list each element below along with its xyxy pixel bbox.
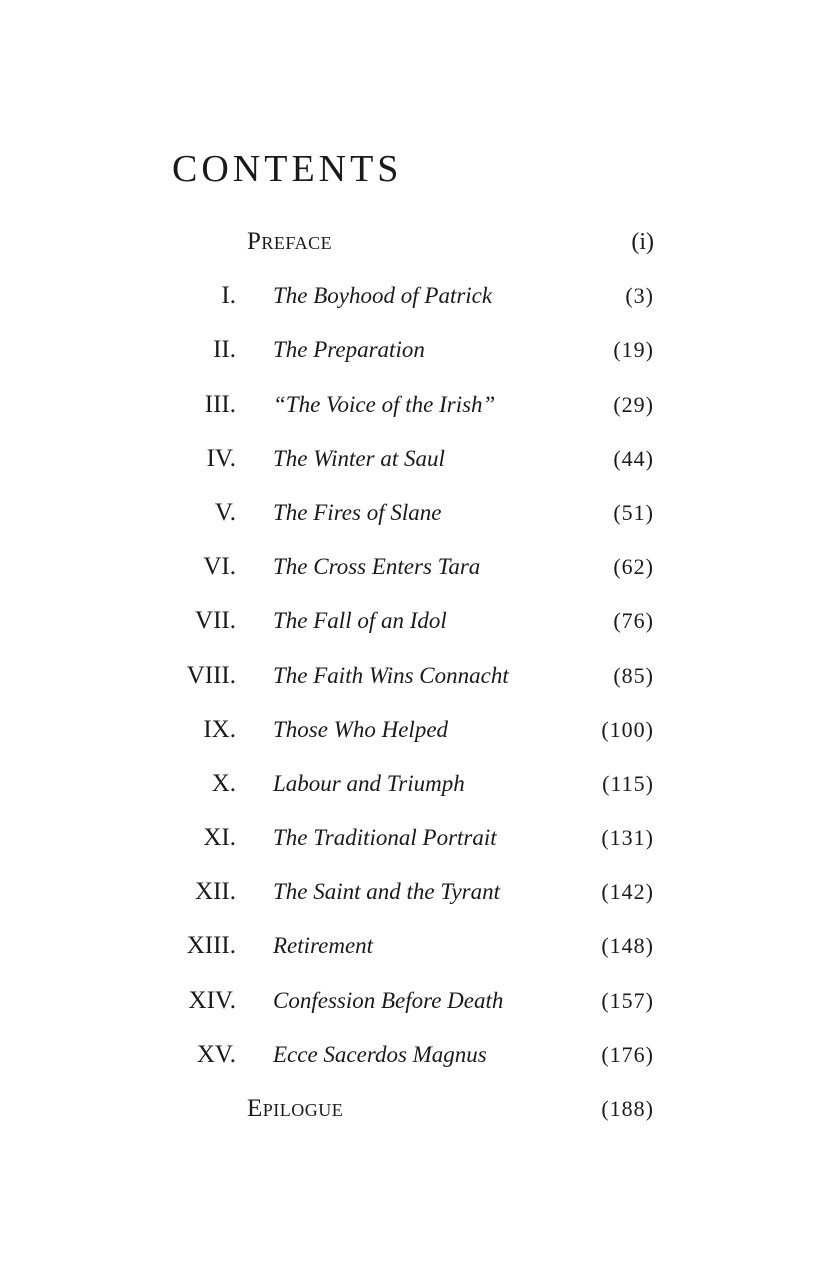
toc-entry-preface[interactable] [172,220,654,274]
chapter-title: Labour and Triumph [273,770,465,796]
toc-entry[interactable] [172,383,654,437]
toc-entry[interactable] [172,274,654,328]
chapter-title: The Preparation [273,337,425,363]
toc-entry[interactable] [172,708,654,762]
chapter-page: (131) [601,825,654,851]
chapter-numeral: XV. [196,1040,236,1068]
chapter-numeral: XI. [203,824,236,852]
chapter-page: (115) [602,770,654,796]
chapter-title: The Saint and the Tyrant [273,879,501,905]
toc-entry[interactable] [172,654,654,708]
toc-entry[interactable] [172,816,654,870]
chapter-page: (176) [601,1041,654,1067]
chapter-title: The Faith Wins Connacht [273,662,509,688]
toc-entry-title: Epilogue [247,1095,344,1122]
chapter-title: The Cross Enters Tara [273,554,481,580]
chapter-numeral: XIII. [186,932,236,960]
chapter-page: (142) [601,879,654,905]
toc-entry[interactable] [172,437,654,491]
chapter-numeral: I. [221,282,236,310]
toc-entry[interactable] [172,762,654,816]
chapter-numeral: IX. [203,715,236,743]
toc-entry[interactable] [172,328,654,382]
chapter-page: (148) [601,933,654,959]
chapter-title: The Winter at Saul [273,445,445,471]
chapter-numeral: VI. [203,553,236,581]
chapter-numeral: IV. [206,444,236,472]
toc-entry[interactable] [172,545,654,599]
chapter-title: The Boyhood of Patrick [273,283,493,309]
chapter-page: (44) [613,445,654,471]
chapter-title: The Fires of Slane [273,499,442,525]
toc-entry[interactable] [172,491,654,545]
toc-entry[interactable] [172,924,654,978]
chapter-numeral: III. [204,390,236,418]
toc-entry-title: Preface [247,228,333,255]
page-title: CONTENTS [172,148,403,190]
toc-entry-page: (188) [601,1096,654,1121]
chapter-title: Retirement [273,933,374,959]
toc-entry[interactable] [172,870,654,924]
toc-entry-epilogue[interactable] [172,1087,654,1141]
chapter-title: Ecce Sacerdos Magnus [273,1041,487,1067]
chapter-numeral: XII. [195,878,236,906]
table-of-contents [172,220,654,1141]
chapter-page: (3) [625,283,654,309]
chapter-title: “The Voice of the Irish” [273,391,496,417]
chapter-numeral: XIV. [188,986,236,1014]
chapter-page: (29) [613,391,654,417]
chapter-page: (85) [613,662,654,688]
chapter-title: Confession Before Death [273,987,504,1013]
chapter-page: (62) [613,554,654,580]
chapter-title: The Traditional Portrait [273,825,497,851]
chapter-numeral: VIII. [186,661,236,689]
chapter-title: The Fall of an Idol [273,608,447,634]
chapter-numeral: X. [211,769,236,797]
chapter-title: Those Who Helped [273,716,449,742]
toc-entry-page: (i) [631,229,654,255]
chapter-page: (157) [601,987,654,1013]
chapter-page: (76) [613,608,654,634]
chapter-page: (100) [601,716,654,742]
chapter-numeral: II. [213,336,236,364]
toc-entry[interactable] [172,979,654,1033]
toc-entry[interactable] [172,1033,654,1087]
toc-entry[interactable] [172,599,654,653]
chapter-page: (19) [613,337,654,363]
chapter-numeral: VII. [195,607,236,635]
chapter-page: (51) [613,499,654,525]
chapter-numeral: V. [214,498,236,526]
